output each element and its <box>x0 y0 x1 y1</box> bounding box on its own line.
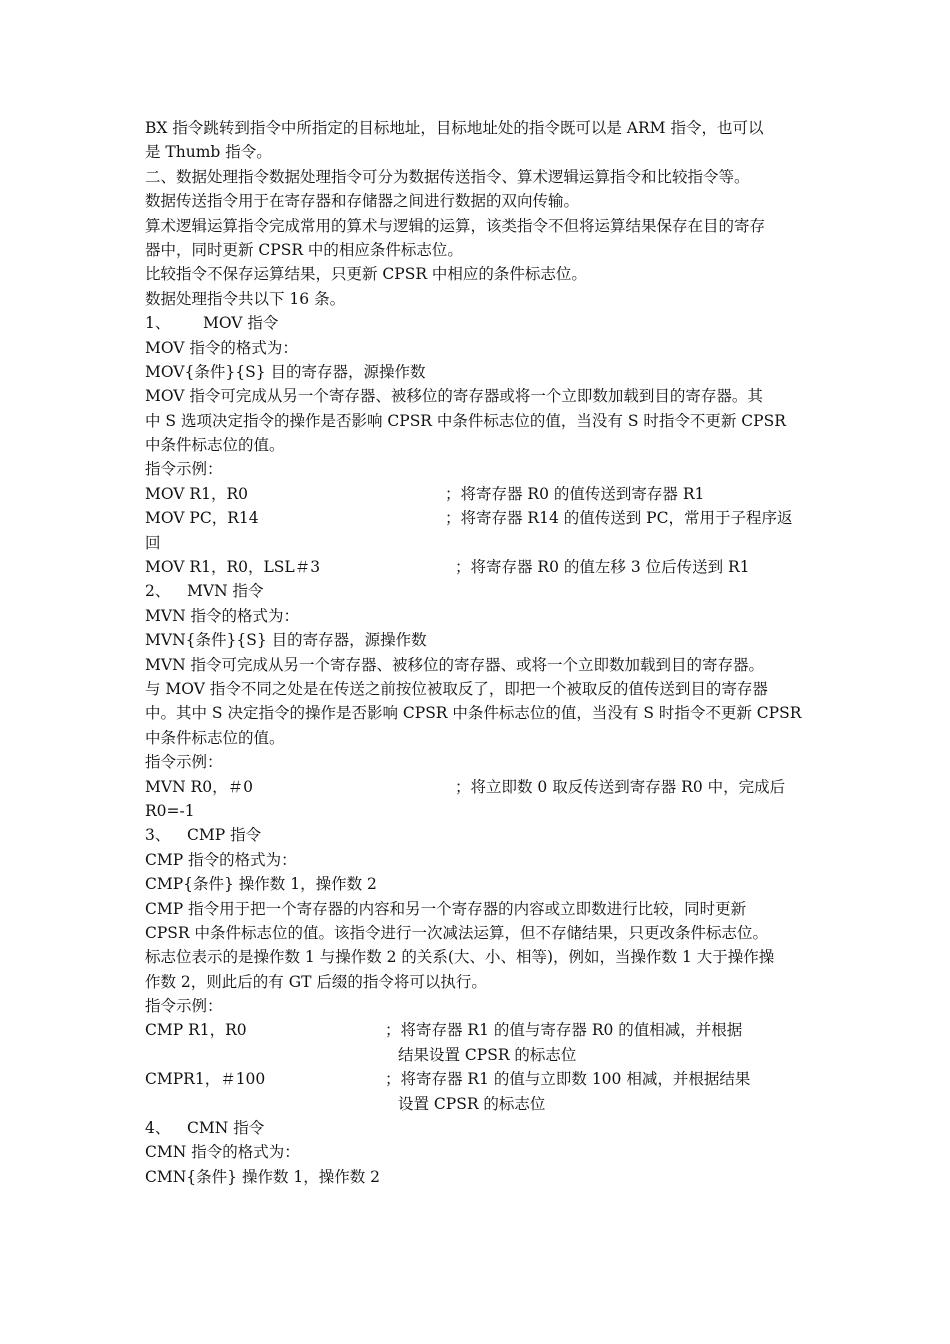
format-syntax: CMP{条件} 操作数 1，操作数 2 <box>145 875 377 894</box>
section-heading-mvn <box>145 579 809 603</box>
example-comment: ；将寄存器 R14 的值传送到 PC，常用于子程序返 <box>445 509 793 528</box>
paragraph-line: 比较指令不保存运算结果，只更新 CPSR 中相应的条件标志位。 <box>145 265 587 284</box>
example-row <box>145 1067 809 1091</box>
example-row <box>145 1018 809 1042</box>
example-label: 指令示例： <box>145 460 223 479</box>
example-code: MOV R1，R0，LSL＃3 <box>145 558 321 577</box>
paragraph-line: 数据处理指令共以下 16 条。 <box>145 289 346 308</box>
example-code: CMPR1，＃100 <box>145 1070 266 1089</box>
paragraph-line: 数据传送指令用于在寄存器和存储器之间进行数据的双向传输。 <box>145 192 580 211</box>
description-line: CPSR 中条件标志位的值。该指令进行一次减法运算，但不存储结果，只更改条件标志位。 <box>145 923 769 942</box>
section-number: 4、 <box>145 1119 171 1138</box>
description-line: CMP 指令用于把一个寄存器的内容和另一个寄存器的内容或立即数进行比较，同时更新 <box>145 899 747 918</box>
example-row-continued <box>145 1043 809 1067</box>
paragraph-line: BX 指令跳转到指令中所指定的目标地址，目标地址处的指令既可以是 ARM 指令，也可以 <box>145 119 764 137</box>
example-row <box>145 555 809 579</box>
example-comment: ；将寄存器 R1 的值与立即数 100 相减，并根据结果 <box>385 1070 751 1089</box>
paragraph-line: 二、数据处理指令数据处理指令可分为数据传送指令、算术逻辑运算指令和比较指令等。 <box>145 167 750 186</box>
example-row <box>145 775 809 799</box>
example-label: 指令示例： <box>145 753 223 772</box>
example-comment: ；将立即数 0 取反传送到寄存器 R0 中，完成后 <box>455 777 786 796</box>
description-line: MOV 指令可完成从另一个寄存器、被移位的寄存器或将一个立即数加载到目的寄存器。其 <box>145 387 763 406</box>
example-comment-wrap: 回 <box>145 533 161 552</box>
section-heading-mov <box>145 311 809 335</box>
example-code: MOV R1，R0 <box>145 484 248 503</box>
example-label: 指令示例： <box>145 997 223 1016</box>
paragraph-line: 是 Thumb 指令。 <box>145 143 272 162</box>
description-line: 中。其中 S 决定指令的操作是否影响 CPSR 中条件标志位的值，当没有 S 时指令不更新 CPSR <box>145 704 802 723</box>
section-number: 3、 <box>145 826 171 845</box>
format-label: CMN 指令的格式为： <box>145 1143 300 1162</box>
document-body <box>145 116 809 1189</box>
description-line: MVN 指令可完成从另一个寄存器、被移位的寄存器、或将一个立即数加载到目的寄存器。 <box>145 655 765 674</box>
example-row <box>145 506 809 530</box>
description-line: 与 MOV 指令不同之处是在传送之前按位被取反了，即把一个被取反的值传送到目的寄存器 <box>145 679 768 698</box>
format-syntax: MOV{条件}{S} 目的寄存器，源操作数 <box>145 362 426 381</box>
section-title: CMN 指令 <box>187 1119 265 1138</box>
example-comment-continued: 结果设置 CPSR 的标志位 <box>398 1045 577 1064</box>
section-heading-cmp <box>145 823 809 847</box>
description-line: 标志位表示的是操作数 1 与操作数 2 的关系(大、小、相等)，例如，当操作数 1 大于操作操 <box>145 948 775 967</box>
format-syntax: CMN{条件} 操作数 1，操作数 2 <box>145 1167 381 1186</box>
format-label: CMP 指令的格式为： <box>145 850 297 869</box>
description-line: 中 S 选项决定指令的操作是否影响 CPSR 中条件标志位的值，当没有 S 时指令不更新 CPSR <box>145 411 786 430</box>
example-comment: ；将寄存器 R0 的值左移 3 位后传送到 R1 <box>455 558 750 577</box>
example-code: MOV PC，R14 <box>145 509 259 528</box>
section-title: MOV 指令 <box>203 314 279 333</box>
example-code: MVN R0，＃0 <box>145 777 253 796</box>
example-comment: ；将寄存器 R0 的值传送到寄存器 R1 <box>445 484 705 503</box>
description-line: 作数 2，则此后的有 GT 后缀的指令将可以执行。 <box>145 972 487 991</box>
format-syntax: MVN{条件}{S} 目的寄存器，源操作数 <box>145 631 427 650</box>
format-label: MOV 指令的格式为： <box>145 338 298 357</box>
section-number: 1、 <box>145 314 171 333</box>
section-title: MVN 指令 <box>187 582 264 601</box>
example-comment-wrap: R0=-1 <box>145 801 195 820</box>
example-comment-continued: 设置 CPSR 的标志位 <box>398 1094 546 1113</box>
example-comment: ；将寄存器 R1 的值与寄存器 R0 的值相减，并根据 <box>385 1021 743 1040</box>
paragraph-line: 算术逻辑运算指令完成常用的算术与逻辑的运算，该类指令不但将运算结果保存在目的寄存 <box>145 216 766 235</box>
example-code: CMP R1，R0 <box>145 1021 247 1040</box>
paragraph-line: 器中，同时更新 CPSR 中的相应条件标志位。 <box>145 240 463 259</box>
section-title: CMP 指令 <box>187 826 262 845</box>
description-line: 中条件标志位的值。 <box>145 728 285 747</box>
description-line: 中条件标志位的值。 <box>145 436 285 455</box>
section-heading-cmn <box>145 1116 809 1140</box>
example-row <box>145 482 809 506</box>
section-number: 2、 <box>145 582 171 601</box>
format-label: MVN 指令的格式为： <box>145 606 300 625</box>
example-row-continued <box>145 1092 809 1116</box>
